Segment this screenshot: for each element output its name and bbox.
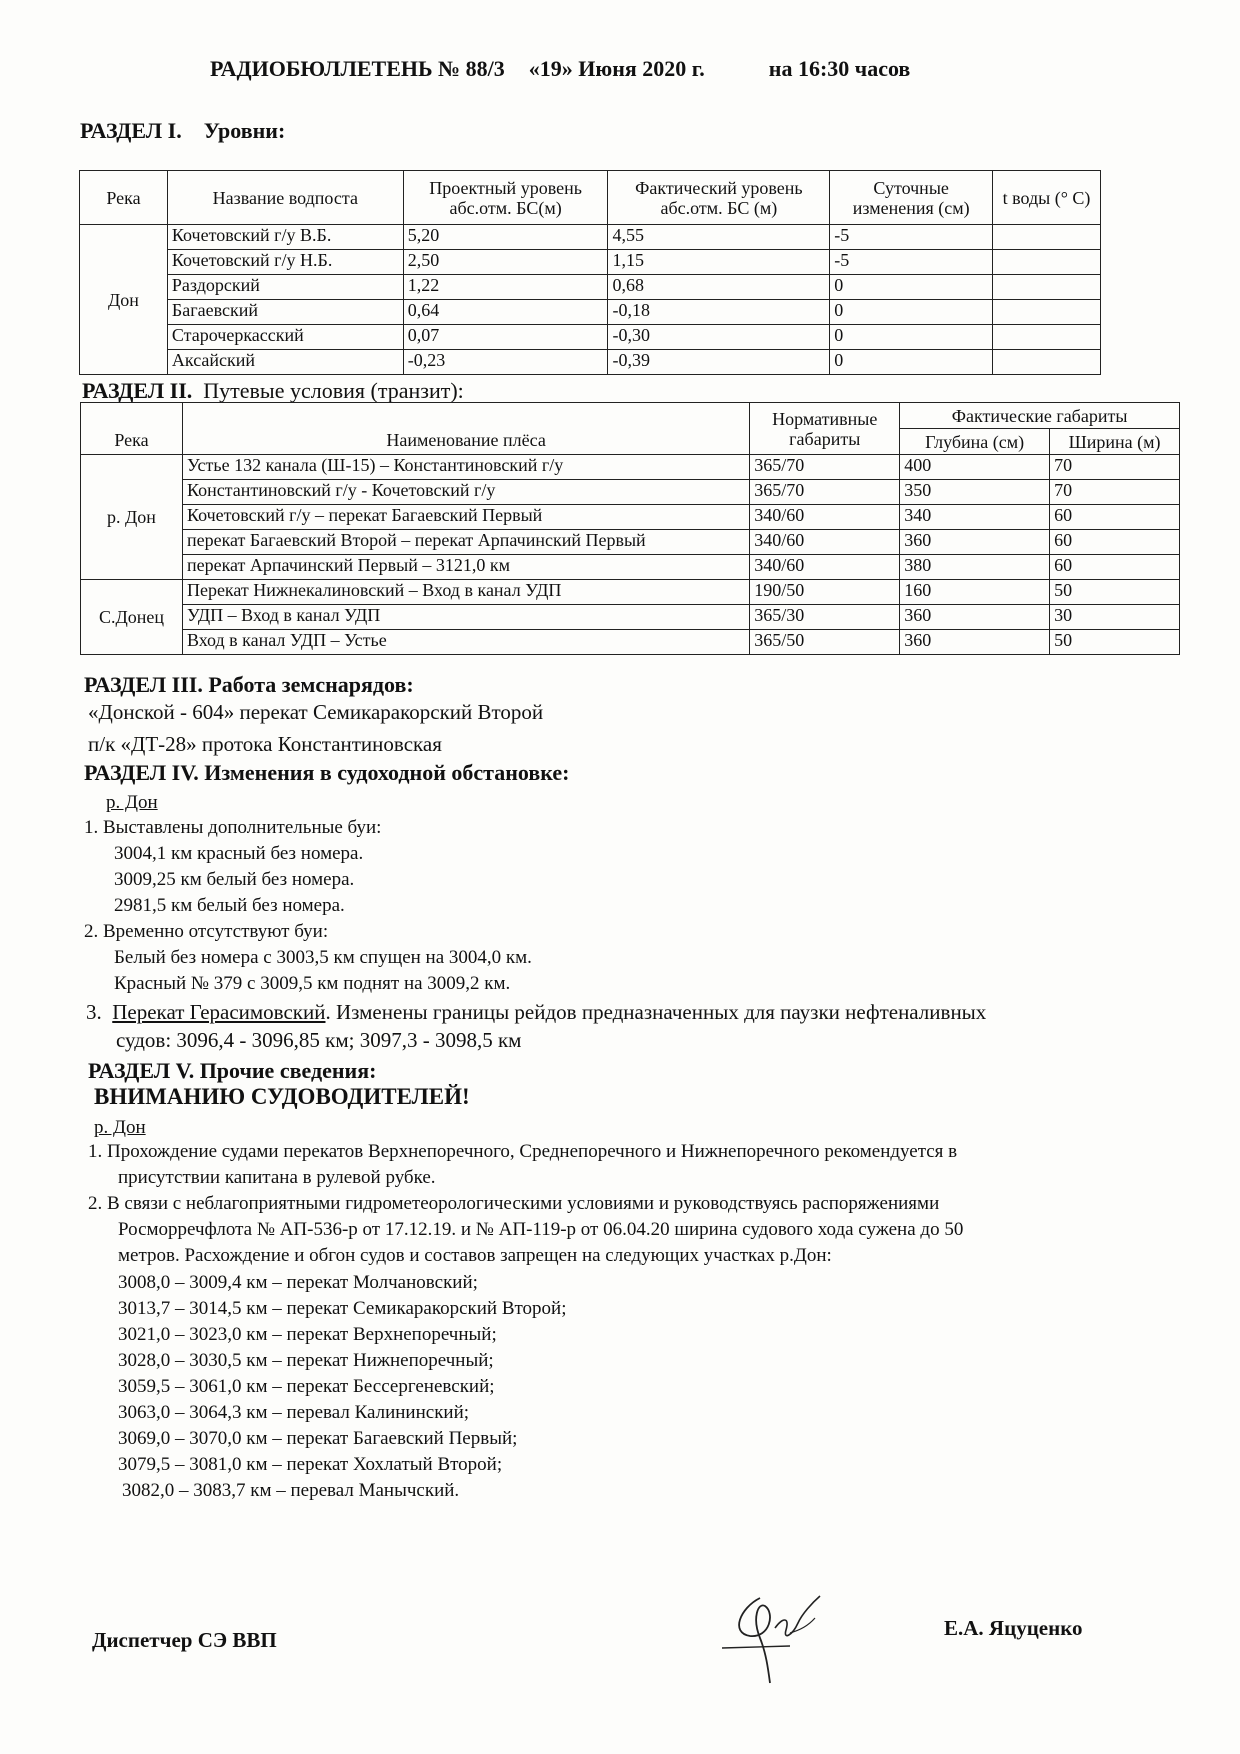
section2-subtitle: Путевые условия (транзит): [203,378,464,403]
actual-width: 30 [1050,605,1180,630]
daily-change: -5 [830,225,993,250]
route-col-river: Река [81,403,183,455]
buoy-line: 2981,5 км белый без номера. [114,895,345,916]
daily-change: 0 [830,325,993,350]
post-name: Кочетовский г/у В.Б. [167,225,403,250]
route-col-normative: Нормативные габариты [750,403,900,455]
reach-name: перекат Багаевский Второй – перекат Арпачинский Первый [182,530,749,555]
post-name: Аксайский [167,350,403,375]
dredger-line: «Донской - 604» перекат Семикаракорский Второй [88,700,544,724]
reach-name: перекат Арпачинский Первый – 3121,0 км [182,555,749,580]
item3-place: Перекат Герасимовский [112,1000,326,1024]
bulletin-header [210,56,910,82]
actual-level: -0,18 [608,300,830,325]
normative-size: 365/70 [750,480,900,505]
reach-name: Константиновский г/у - Кочетовский г/у [182,480,749,505]
post-name: Кочетовский г/у Н.Б. [167,250,403,275]
attention-heading: ВНИМАНИЮ СУДОВОДИТЕЛЕЙ! [94,1084,470,1109]
reach-name: Перекат Нижнекалиновский – Вход в канал УДП [182,580,749,605]
daily-change: 0 [830,275,993,300]
section5-title: РАЗДЕЛ V. Прочие сведения: [88,1058,377,1083]
reach-name: Вход в канал УДП – Устье [182,630,749,655]
levels-col-post: Название водпоста [167,171,403,225]
bulletin-title: РАДИОБЮЛЛЕТЕНЬ № 88/3 [210,56,505,81]
section4-title: РАЗДЕЛ IV. Изменения в судоходной обстановке: [84,760,570,785]
daily-change: -5 [830,250,993,275]
restricted-segment: 3021,0 – 3023,0 км – перекат Верхнепоречный; [118,1324,497,1345]
table-row [80,350,1101,375]
signature-image [720,1578,840,1688]
section2-title: РАЗДЕЛ II. [82,378,193,403]
actual-level: 1,15 [608,250,830,275]
actual-level: 4,55 [608,225,830,250]
post-name: Старочеркасский [167,325,403,350]
restricted-segment: 3008,0 – 3009,4 км – перекат Молчановский; [118,1272,478,1293]
normative-size: 340/60 [750,555,900,580]
table-row [81,530,1180,555]
project-level: 5,20 [403,225,608,250]
section1-heading [80,118,285,144]
project-level: 0,07 [403,325,608,350]
normative-size: 365/30 [750,605,900,630]
section5-item1: 1. Прохождение судами перекатов Верхнепоречного, Среднепоречного и Нижнепоречного рекомендуется в [88,1141,958,1162]
restricted-segment: 3079,5 – 3081,0 км – перекат Хохлатый Второй; [118,1454,503,1475]
actual-width: 60 [1050,505,1180,530]
actual-width: 50 [1050,580,1180,605]
buoy-line: 3009,25 км белый без номера. [114,869,355,890]
section5-item2: 2. В связи с неблагоприятными гидрометеорологическими условиями и руководствуясь распоряжениями [88,1193,940,1214]
actual-depth: 380 [900,555,1050,580]
section4-river: р. Дон [106,792,158,813]
actual-depth: 350 [900,480,1050,505]
table-row [80,275,1101,300]
item3-continuation: судов: 3096,4 - 3096,85 км; 3097,3 - 3098,5 км [116,1028,522,1052]
section4-item2: 2. Временно отсутствуют буи: [84,921,329,942]
reach-name: Устье 132 канала (Ш-15) – Константиновский г/у [182,455,749,480]
dredger-line: п/к «ДТ-28» протока Константиновская [88,732,442,756]
normative-size: 340/60 [750,530,900,555]
section4-item3 [86,1000,986,1025]
section1-subtitle: Уровни: [203,118,286,143]
restricted-segment: 3028,0 – 3030,5 км – перекат Нижнепоречный; [118,1350,494,1371]
actual-depth: 340 [900,505,1050,530]
actual-depth: 360 [900,630,1050,655]
table-row [80,325,1101,350]
route-table [80,402,1180,655]
normative-size: 340/60 [750,505,900,530]
project-level: 0,64 [403,300,608,325]
actual-level: -0,39 [608,350,830,375]
levels-col-project: Проектный уровень абс.отм. БС(м) [403,171,608,225]
restricted-segment: 3082,0 – 3083,7 км – перевал Манычский. [122,1480,460,1501]
table-row [81,480,1180,505]
bulletin-time: на 16:30 часов [768,56,911,81]
normative-size: 365/70 [750,455,900,480]
levels-river-cell: Дон [80,225,168,375]
signatory-position: Диспетчер СЭ ВВП [92,1628,277,1652]
section2-heading [82,378,464,404]
post-name: Багаевский [167,300,403,325]
route-col-reach: Наименование плёса [182,403,749,455]
table-row [80,300,1101,325]
post-name: Раздорский [167,275,403,300]
levels-col-temp: t воды (° С) [993,171,1101,225]
restricted-segment: 3013,7 – 3014,5 км – перекат Семикаракорский Второй; [118,1298,567,1319]
bulletin-date: «19» Июня 2020 г. [528,56,705,81]
restricted-segment: 3059,5 – 3061,0 км – перекат Бессергеневский; [118,1376,495,1397]
signatory-name: Е.А. Яцуценко [944,1616,1083,1640]
section5-item2-cont: метров. Расхождение и обгон судов и составов запрещен на следующих участках р.Дон: [118,1245,832,1266]
levels-col-change: Суточные изменения (см) [830,171,993,225]
actual-level: 0,68 [608,275,830,300]
route-col-depth: Глубина (см) [900,429,1050,455]
actual-level: -0,30 [608,325,830,350]
restricted-segment: 3063,0 – 3064,3 км – перевал Калининский; [118,1402,470,1423]
levels-header-row [80,171,1101,225]
section5-river: р. Дон [94,1117,146,1138]
section3-title: РАЗДЕЛ III. Работа земснарядов: [84,672,414,697]
table-row [80,225,1101,250]
reach-name: Кочетовский г/у – перекат Багаевский Первый [182,505,749,530]
actual-width: 50 [1050,630,1180,655]
buoy-missing-line: Красный № 379 с 3009,5 км поднят на 3009,2 км. [114,973,511,994]
table-row [81,555,1180,580]
buoy-missing-line: Белый без номера с 3003,5 км спущен на 3004,0 км. [114,947,532,968]
water-temp [993,275,1101,300]
section5-item2-cont: Росморречфлота № АП-536-р от 17.12.19. и № АП-119-р от 06.04.20 ширина судового хода сужена до 50 [118,1219,964,1240]
actual-depth: 360 [900,605,1050,630]
route-col-actual: Фактические габариты [900,403,1180,429]
water-temp [993,325,1101,350]
reach-name: УДП – Вход в канал УДП [182,605,749,630]
actual-width: 70 [1050,480,1180,505]
project-level: -0,23 [403,350,608,375]
actual-depth: 360 [900,530,1050,555]
section5-item1-cont: присутствии капитана в рулевой рубке. [118,1167,436,1188]
route-col-width: Ширина (м) [1050,429,1180,455]
daily-change: 0 [830,350,993,375]
table-row [81,505,1180,530]
daily-change: 0 [830,300,993,325]
buoy-line: 3004,1 км красный без номера. [114,843,364,864]
table-row [81,605,1180,630]
item3-text: . Изменены границы рейдов предназначенных для паузки нефтеналивных [325,1000,987,1024]
table-row [81,580,1180,605]
normative-size: 365/50 [750,630,900,655]
levels-col-river: Река [80,171,168,225]
table-row [81,630,1180,655]
restricted-segment: 3069,0 – 3070,0 км – перекат Багаевский Первый; [118,1428,518,1449]
actual-width: 60 [1050,530,1180,555]
table-row [80,250,1101,275]
actual-width: 60 [1050,555,1180,580]
water-temp [993,300,1101,325]
section4-item1: 1. Выставлены дополнительные буи: [84,817,382,838]
project-level: 1,22 [403,275,608,300]
normative-size: 190/50 [750,580,900,605]
water-temp [993,350,1101,375]
route-river-donets: С.Донец [81,580,183,655]
actual-width: 70 [1050,455,1180,480]
route-header-row [81,403,1180,429]
project-level: 2,50 [403,250,608,275]
water-temp [993,225,1101,250]
water-temp [993,250,1101,275]
item3-number: 3. [86,1000,102,1024]
route-river-don: р. Дон [81,455,183,580]
levels-table [79,170,1101,375]
section1-title: РАЗДЕЛ I. [80,118,182,143]
table-row [81,455,1180,480]
actual-depth: 400 [900,455,1050,480]
levels-col-actual: Фактический уровень абс.отм. БС (м) [608,171,830,225]
actual-depth: 160 [900,580,1050,605]
